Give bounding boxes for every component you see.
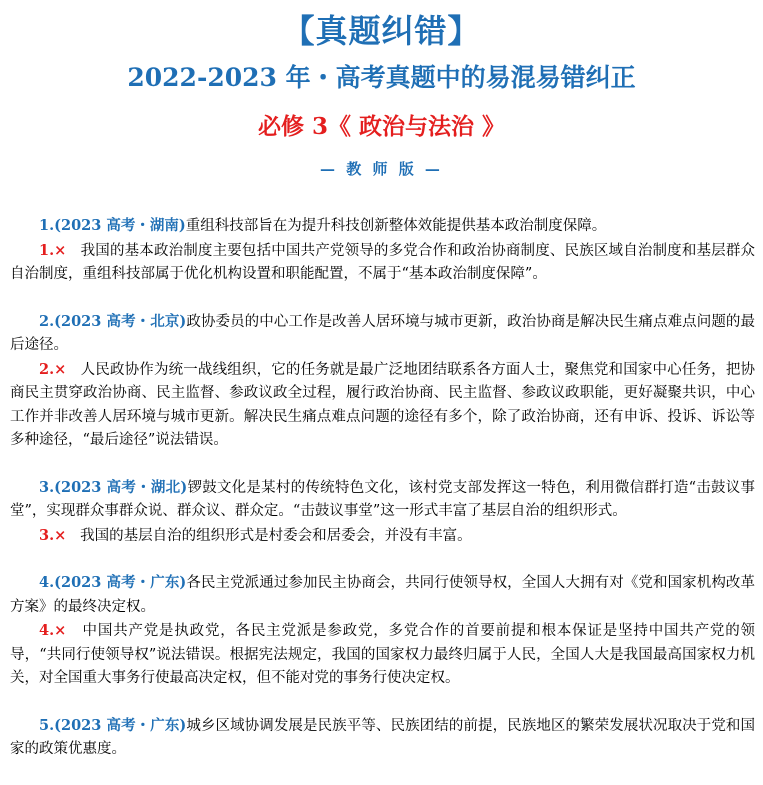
question-2	[10, 310, 755, 358]
question-item-4	[10, 571, 755, 691]
answer-1	[10, 239, 755, 287]
answer-2	[10, 358, 755, 453]
wrong-mark-icon: ×	[54, 526, 67, 544]
doc-subtitle: 2022-2023 年・高考真题中的易混易错纠正	[127, 63, 636, 92]
answer-3	[10, 524, 755, 549]
content	[10, 214, 755, 785]
question-source: (2023 高考・湖南)	[54, 217, 186, 234]
question-number: 2.	[39, 312, 55, 330]
question-5	[10, 714, 755, 762]
answer-number: 4.	[39, 622, 55, 639]
question-item-3	[10, 476, 755, 549]
question-number: 4.	[39, 574, 55, 591]
question-source: (2023 高考・北京)	[54, 312, 187, 330]
wrong-mark-icon: ×	[54, 241, 67, 259]
answer-text: 人民政协作为统一战线组织，它的任务就是最广泛地团结联系各方面人士，聚焦党和国家中心任务，把协商民主贯穿政治协商、民主监督、参政议政全过程，履行政治协商、民主监督、参政议政职能，更好凝聚共识，中心工作并非改善人居环境与城市更新。解决民生痛点难点问题的途径有多个，除了政治协商，还有申诉、投诉、诉讼等多种途径，“最后途径”说法错误。	[10, 361, 756, 448]
question-source: (2023 高考・湖北)	[54, 478, 188, 496]
wrong-mark-icon: ×	[54, 622, 67, 639]
question-text: 城乡区域协调发展是民族平等、民族团结的前提，民族地区的繁荣发展状况取决于党和国家的政策优惠度。	[10, 717, 755, 757]
answer-number: 1.	[39, 241, 55, 259]
question-item-2	[10, 310, 755, 453]
question-item-5	[10, 714, 755, 762]
answer-4	[10, 619, 755, 691]
edition-label: — 教 师 版 —	[320, 160, 443, 178]
answer-text: 我国的基层自治的组织形式是村委会和居委会，并没有丰富。	[80, 527, 472, 544]
question-number: 1.	[39, 217, 55, 234]
answer-number: 2.	[39, 360, 55, 378]
question-4	[10, 571, 755, 619]
question-source: (2023 高考・广东)	[54, 716, 187, 734]
doc-title: 【真题纠错】	[282, 12, 481, 50]
answer-text: 我国的基本政治制度主要包括中国共产党领导的多党合作和政治协商制度、民族区域自治制度和基层群众自治制度，重组科技部属于优化机构设置和职能配置，不属于“基本政治制度保障”。	[10, 242, 756, 282]
question-text: 政协委员的中心工作是改善人居环境与城市更新，政治协商是解决民生痛点难点问题的最后途径。	[10, 313, 755, 353]
answer-text: 中国共产党是执政党，各民主党派是参政党，多党合作的首要前提和根本保证是坚持中国共产党的领导，“共同行使领导权”说法错误。根据宪法规定，我国的国家权力最终归属于人民，全国人大是我国最高国家权力机关，对全国重大事务行使最高决定权，但不能对党的事务行使决定权。	[10, 623, 755, 686]
question-text: 重组科技部旨在为提升科技创新整体效能提供基本政治制度保障。	[185, 218, 607, 234]
question-text: 锣鼓文化是某村的传统特色文化，该村党支部发挥这一特色，利用微信群打造“击鼓议事堂”，实现群众事群众说、群众议、群众定。“击鼓议事堂”这一形式丰富了基层自治的组织形式。	[10, 479, 755, 519]
wrong-mark-icon: ×	[54, 360, 67, 378]
question-text: 各民主党派通过参加民主协商会，共同行使领导权，全国人大拥有对《党和国家机构改革方案》的最终决定权。	[10, 575, 755, 615]
question-item-1	[10, 214, 755, 287]
question-1	[10, 214, 755, 239]
question-3	[10, 476, 755, 524]
question-number: 5.	[39, 716, 55, 734]
module-title: 必修 3《 政治与法治 》	[257, 113, 506, 140]
question-source: (2023 高考・广东)	[54, 574, 187, 591]
answer-number: 3.	[39, 526, 55, 544]
question-number: 3.	[39, 478, 55, 496]
